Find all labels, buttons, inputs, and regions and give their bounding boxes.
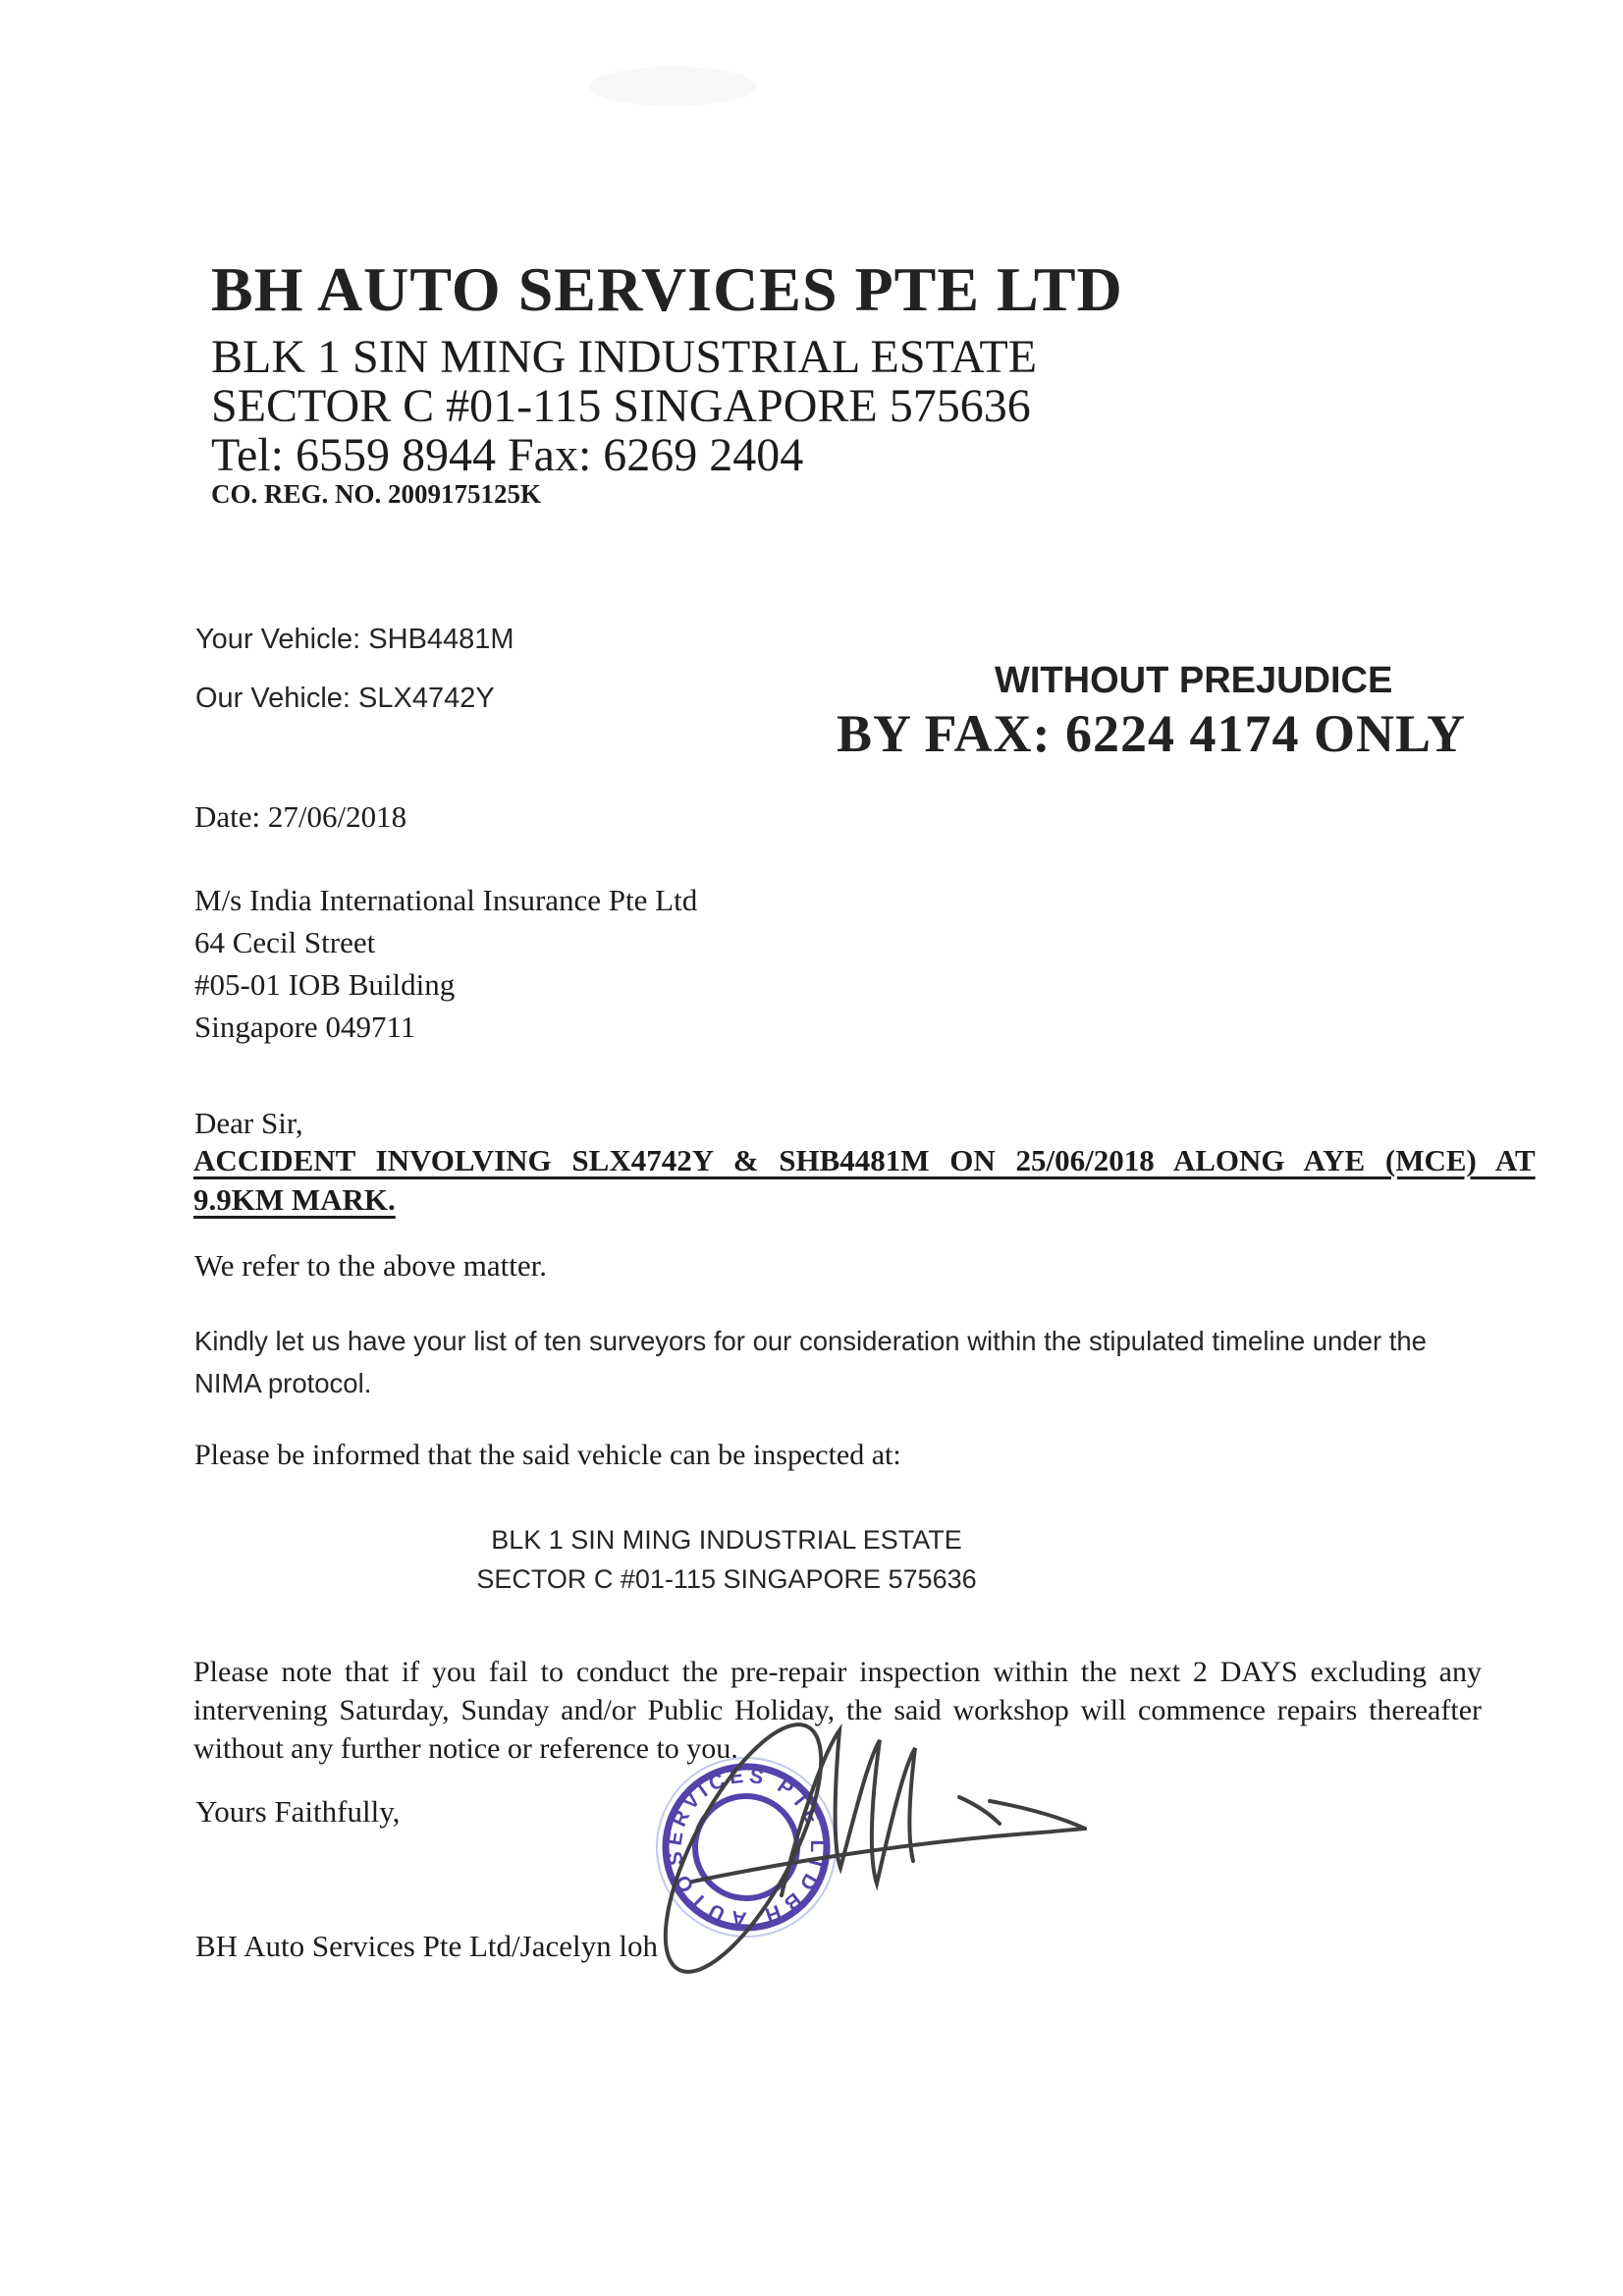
company-address-line1: BLK 1 SIN MING INDUSTRIAL ESTATE	[211, 331, 1038, 383]
recipient-line: Singapore 049711	[194, 1010, 416, 1044]
inspection-address-line1: BLK 1 SIN MING INDUSTRIAL ESTATE	[491, 1525, 962, 1555]
signature-loop	[635, 1704, 851, 1993]
handwritten-signature	[550, 1699, 1159, 2023]
signature-zigzag	[782, 1730, 915, 1895]
subject-line-2	[193, 1182, 396, 1218]
signoff-line: BH Auto Services Pte Ltd/Jacelyn loh	[195, 1929, 658, 1963]
subject-line-1-text: ACCIDENT INVOLVING SLX4742Y & SHB4481M ON 25/06/2018 ALONG AYE (MCE) AT	[193, 1143, 1536, 1177]
paragraph-inspection: Please be informed that the said vehicle can be inspected at:	[194, 1439, 901, 1471]
company-registration-number: CO. REG. NO. 2009175125K	[211, 479, 542, 509]
company-address-line2: SECTOR C #01-115 SINGAPORE 575636	[211, 380, 1031, 432]
salutation: Dear Sir,	[194, 1106, 303, 1140]
recipient-line: M/s India International Insurance Pte Ltd	[194, 883, 698, 917]
subject-line-2-text: 9.9KM MARK.	[193, 1182, 396, 1217]
inspection-address	[422, 1520, 1031, 1599]
paragraph-refer: We refer to the above matter.	[194, 1248, 547, 1283]
recipient-line: 64 Cecil Street	[194, 925, 376, 959]
company-name: BH AUTO SERVICES PTE LTD	[211, 254, 1123, 324]
paragraph-note: Please note that if you fail to conduct the pre-repair inspection within the next 2 DAYS excluding any intervening Saturday, Sunday and/or Public Holiday, the said workshop will commence repairs thereafter without any further notice or reference to you.	[193, 1656, 1482, 1765]
your-vehicle-line: Your Vehicle: SHB4481M	[195, 624, 514, 655]
date-line: Date: 27/06/2018	[194, 799, 407, 834]
closing: Yours Faithfully,	[195, 1794, 401, 1829]
our-vehicle-line: Our Vehicle: SLX4742Y	[195, 683, 495, 714]
scan-smudge	[589, 67, 756, 106]
by-fax-line: BY FAX: 6224 4174 ONLY	[837, 704, 1467, 763]
inspection-address-line2: SECTOR C #01-115 SINGAPORE 575636	[476, 1564, 977, 1594]
stamp-arc-bottom-text: BH AUTO	[668, 1866, 806, 1931]
signature-flourish-fold	[990, 1801, 1085, 1829]
stamp-arc-top-text: SERVICES PTE LTD	[663, 1764, 830, 1898]
paragraph-surveyors: Kindly let us have your list of ten surveyors for our consideration within the stipulated timeline under the NIMA protocol.	[194, 1326, 1427, 1398]
recipient-line: #05-01 IOB Building	[194, 967, 456, 1002]
recipient-address	[194, 879, 697, 1048]
company-tel-fax: Tel: 6559 8944 Fax: 6269 2404	[211, 429, 804, 481]
without-prejudice-label: WITHOUT PREJUDICE	[995, 660, 1393, 701]
subject-line-1	[193, 1143, 1536, 1178]
